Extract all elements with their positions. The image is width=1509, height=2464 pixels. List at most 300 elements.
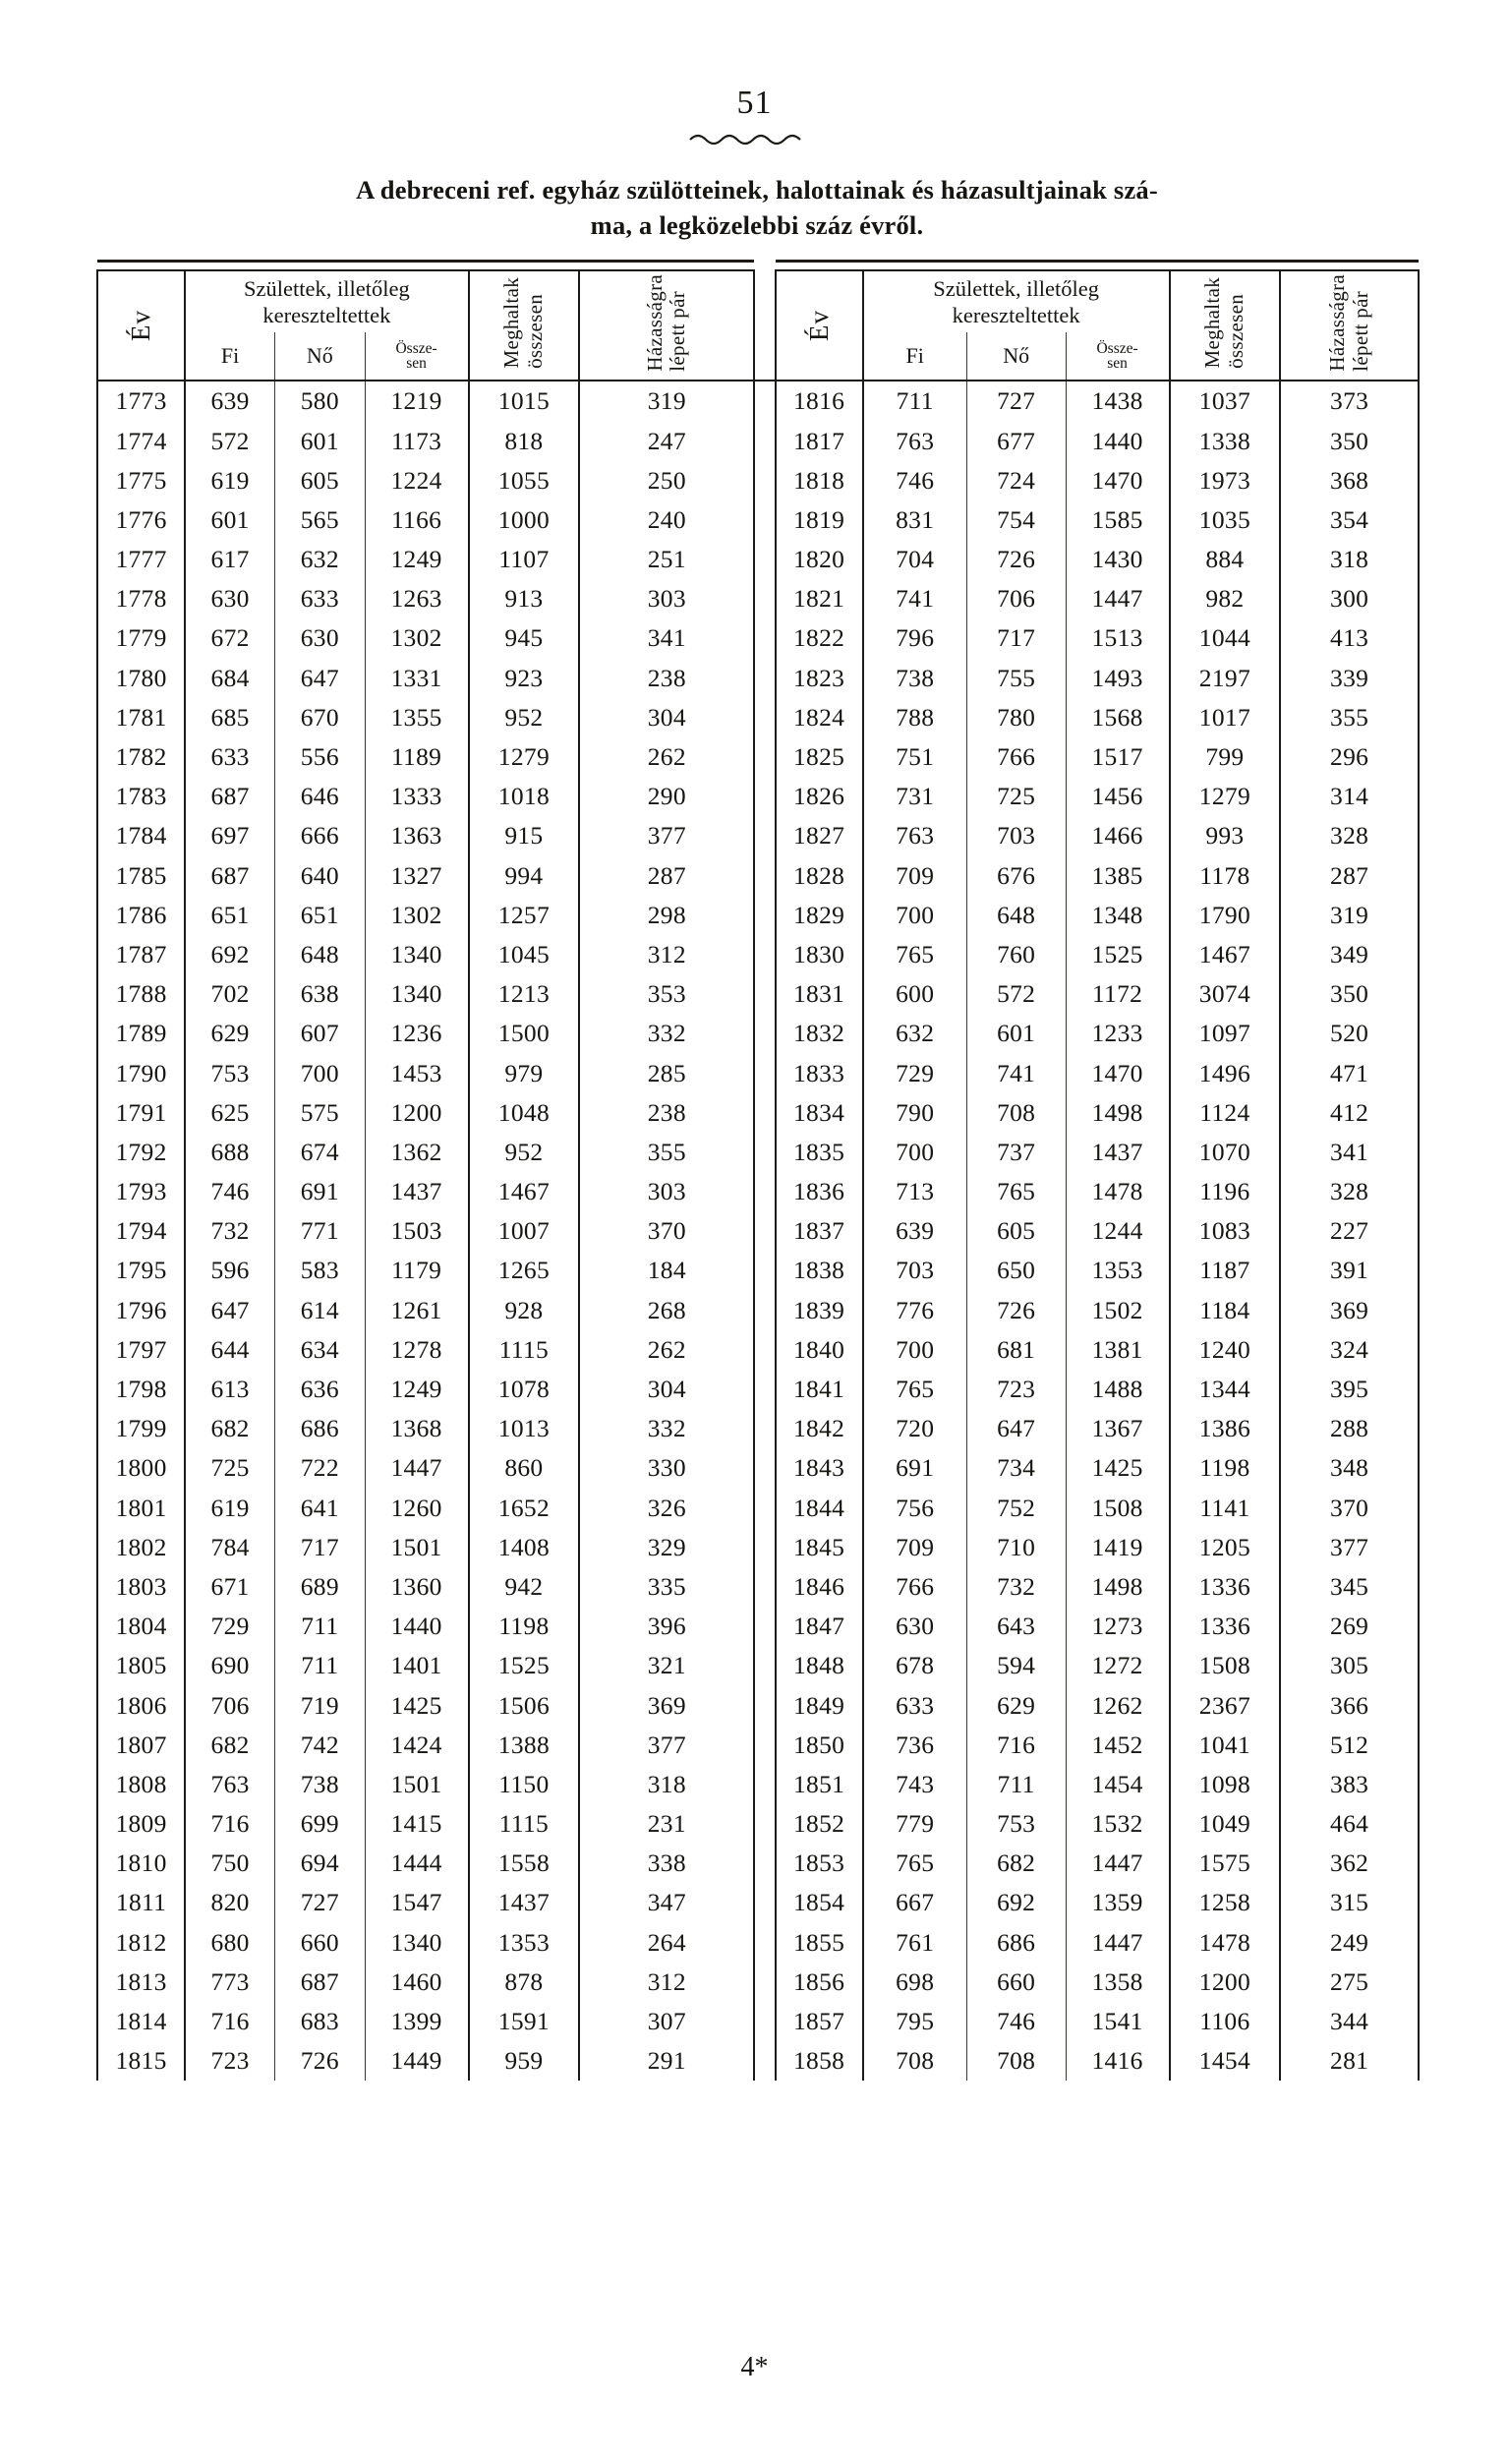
cell-right-year: 1836 [776,1172,863,1211]
row-gap [754,1685,775,1725]
table-row [97,1014,1419,1053]
cell-left-meg: 952 [469,698,580,737]
table-row [97,1133,1419,1172]
cell-right-haz: 300 [1280,579,1419,618]
cell-right-no: 723 [966,1370,1066,1409]
cell-right-meg: 1097 [1170,1014,1281,1053]
cell-left-haz: 304 [579,698,754,737]
cell-left-year: 1781 [97,698,185,737]
cell-left-fi: 617 [185,540,274,579]
cell-right-fi: 765 [863,1844,967,1883]
row-gap [754,895,775,934]
cell-right-ossz: 1508 [1066,1488,1170,1527]
cell-right-fi: 667 [863,1883,967,1922]
cell-right-meg: 1035 [1170,500,1281,540]
cell-right-meg: 993 [1170,816,1281,855]
cell-left-year: 1806 [97,1685,185,1725]
cell-right-year: 1847 [776,1607,863,1646]
table-row [97,777,1419,816]
cell-left-no: 583 [275,1251,365,1290]
cell-left-year: 1788 [97,974,185,1014]
cell-right-fi: 709 [863,855,967,895]
cell-left-meg: 1353 [469,1922,580,1962]
cell-right-meg: 1017 [1170,698,1281,737]
cell-right-no: 711 [966,1765,1066,1804]
cell-left-meg: 959 [469,2041,580,2081]
header-deaths-right [1170,270,1281,381]
cell-left-fi: 672 [185,618,274,658]
cell-left-fi: 572 [185,421,274,460]
cell-left-meg: 1279 [469,737,580,777]
cell-left-fi: 732 [185,1211,274,1251]
cell-right-ossz: 1348 [1066,895,1170,934]
row-gap [754,698,775,737]
row-gap [754,1290,775,1329]
row-gap [754,460,775,499]
cell-right-fi: 729 [863,1053,967,1092]
cell-left-year: 1785 [97,855,185,895]
cell-left-haz: 377 [579,1725,754,1764]
header-gap [754,262,775,271]
cell-right-meg: 1508 [1170,1646,1281,1685]
cell-right-ossz: 1488 [1066,1370,1170,1409]
cell-left-haz: 312 [579,935,754,974]
cell-right-fi: 763 [863,421,967,460]
cell-left-no: 575 [275,1092,365,1132]
cell-right-meg: 1338 [1170,421,1281,460]
cell-right-meg: 1336 [1170,1607,1281,1646]
cell-left-ossz: 1263 [365,579,469,618]
cell-left-fi: 716 [185,2002,274,2041]
row-gap [754,1053,775,1092]
cell-left-meg: 1107 [469,540,580,579]
table-row [97,1527,1419,1566]
cell-left-fi: 692 [185,935,274,974]
cell-right-no: 752 [966,1488,1066,1527]
header-year-left: Év [97,270,185,381]
cell-right-ossz: 1440 [1066,421,1170,460]
cell-left-year: 1800 [97,1448,185,1488]
cell-right-haz: 249 [1280,1922,1419,1962]
cell-right-meg: 3074 [1170,974,1281,1014]
cell-right-no: 727 [966,381,1066,421]
cell-right-haz: 413 [1280,618,1419,658]
cell-left-ossz: 1415 [365,1804,469,1844]
cell-left-fi: 773 [185,1963,274,2002]
cell-right-no: 734 [966,1448,1066,1488]
cell-right-haz: 314 [1280,777,1419,816]
cell-left-no: 580 [275,381,365,421]
cell-right-ossz: 1478 [1066,1172,1170,1211]
cell-right-year: 1852 [776,1804,863,1844]
cell-right-ossz: 1513 [1066,618,1170,658]
table-row [97,698,1419,737]
cell-right-no: 647 [966,1409,1066,1448]
cell-left-ossz: 1425 [365,1685,469,1725]
cell-right-no: 648 [966,895,1066,934]
cell-right-ossz: 1517 [1066,737,1170,777]
header-marriages-line1: Házasságra [642,273,667,372]
cell-right-ossz: 1493 [1066,658,1170,697]
cell-right-fi: 711 [863,381,967,421]
table-row [97,500,1419,540]
cell-left-no: 648 [275,935,365,974]
cell-right-ossz: 1416 [1066,2041,1170,2081]
cell-left-haz: 250 [579,460,754,499]
row-gap [754,540,775,579]
cell-right-haz: 287 [1280,855,1419,895]
row-gap [754,500,775,540]
cell-right-haz: 288 [1280,1409,1419,1448]
cell-right-haz: 370 [1280,1488,1419,1527]
row-gap [754,2041,775,2081]
cell-right-year: 1845 [776,1527,863,1566]
cell-right-haz: 350 [1280,421,1419,460]
cell-right-year: 1834 [776,1092,863,1132]
cell-left-fi: 690 [185,1646,274,1685]
cell-right-fi: 713 [863,1172,967,1211]
cell-right-ossz: 1585 [1066,500,1170,540]
cell-right-ossz: 1502 [1066,1290,1170,1329]
cell-left-year: 1777 [97,540,185,579]
cell-right-haz: 412 [1280,1092,1419,1132]
cell-left-fi: 651 [185,895,274,934]
cell-left-year: 1802 [97,1527,185,1566]
cell-right-no: 765 [966,1172,1066,1211]
cell-right-year: 1853 [776,1844,863,1883]
cell-right-no: 737 [966,1133,1066,1172]
cell-right-fi: 720 [863,1409,967,1448]
cell-left-fi: 684 [185,658,274,697]
cell-left-ossz: 1224 [365,460,469,499]
cell-right-year: 1851 [776,1765,863,1804]
cell-right-haz: 344 [1280,2002,1419,2041]
cell-right-ossz: 1568 [1066,698,1170,737]
table-row [97,1922,1419,1962]
table-row [97,1844,1419,1883]
cell-left-fi: 725 [185,1448,274,1488]
table-row [97,460,1419,499]
row-gap [754,1725,775,1764]
cell-right-fi: 639 [863,1211,967,1251]
cell-left-fi: 688 [185,1133,274,1172]
header-born-group-right [863,270,1170,332]
cell-left-meg: 923 [469,658,580,697]
cell-right-ossz: 1273 [1066,1607,1170,1646]
cell-left-fi: 644 [185,1330,274,1370]
cell-left-ossz: 1219 [365,381,469,421]
cell-left-meg: 1078 [469,1370,580,1409]
cell-right-no: 703 [966,816,1066,855]
cell-right-haz: 275 [1280,1963,1419,2002]
cell-right-ossz: 1359 [1066,1883,1170,1922]
cell-right-haz: 348 [1280,1448,1419,1488]
cell-left-no: 636 [275,1370,365,1409]
cell-right-year: 1833 [776,1053,863,1092]
cell-right-year: 1837 [776,1211,863,1251]
page-footnote: 4* [740,2352,769,2382]
cell-left-fi: 629 [185,1014,274,1053]
cell-left-fi: 625 [185,1092,274,1132]
table-row [97,816,1419,855]
cell-left-fi: 630 [185,579,274,618]
cell-right-fi: 790 [863,1092,967,1132]
cell-left-no: 646 [275,777,365,816]
decorative-wave-rule [688,130,816,146]
cell-left-ossz: 1340 [365,1922,469,1962]
page-title [103,173,1411,243]
cell-right-no: 643 [966,1607,1066,1646]
cell-right-year: 1856 [776,1963,863,2002]
cell-left-fi: 682 [185,1409,274,1448]
cell-left-haz: 262 [579,1330,754,1370]
cell-left-year: 1809 [97,1804,185,1844]
cell-left-ossz: 1333 [365,777,469,816]
cell-left-meg: 860 [469,1448,580,1488]
cell-right-no: 601 [966,1014,1066,1053]
cell-left-ossz: 1449 [365,2041,469,2081]
cell-right-meg: 1037 [1170,381,1281,421]
cell-right-fi: 765 [863,935,967,974]
cell-right-haz: 339 [1280,658,1419,697]
cell-left-meg: 915 [469,816,580,855]
cell-right-fi: 700 [863,1133,967,1172]
cell-right-meg: 1240 [1170,1330,1281,1370]
cell-right-no: 732 [966,1567,1066,1607]
header-born-line1: Születtek, illetőleg [244,276,410,301]
cell-right-meg: 1386 [1170,1409,1281,1448]
row-gap [754,1488,775,1527]
cell-left-no: 727 [275,1883,365,1922]
rule-left [97,262,754,271]
cell-left-no: 689 [275,1567,365,1607]
cell-right-year: 1842 [776,1409,863,1448]
cell-left-haz: 247 [579,421,754,460]
cell-left-haz: 303 [579,579,754,618]
header-marriages-line1-right: Házasságra [1325,273,1350,372]
cell-left-ossz: 1340 [365,974,469,1014]
cell-right-fi: 756 [863,1488,967,1527]
cell-left-no: 687 [275,1963,365,2002]
cell-right-year: 1848 [776,1646,863,1685]
table-row [97,1765,1419,1804]
cell-left-no: 686 [275,1409,365,1448]
cell-left-ossz: 1249 [365,1370,469,1409]
cell-left-meg: 1213 [469,974,580,1014]
cell-left-meg: 1437 [469,1883,580,1922]
cell-right-meg: 1187 [1170,1251,1281,1290]
cell-left-year: 1795 [97,1251,185,1290]
cell-right-fi: 731 [863,777,967,816]
header-born-group-left [185,270,468,332]
row-gap [754,2002,775,2041]
cell-right-haz: 350 [1280,974,1419,1014]
cell-left-year: 1784 [97,816,185,855]
header-born-line2-right: kereszteltettek [952,303,1080,327]
cell-right-year: 1826 [776,777,863,816]
cell-left-fi: 687 [185,855,274,895]
cell-right-fi: 743 [863,1765,967,1804]
cell-left-year: 1801 [97,1488,185,1527]
cell-left-ossz: 1501 [365,1527,469,1566]
cell-right-meg: 1049 [1170,1804,1281,1844]
cell-left-haz: 370 [579,1211,754,1251]
cell-right-year: 1832 [776,1014,863,1053]
cell-left-haz: 290 [579,777,754,816]
table-header [97,262,1419,381]
cell-left-haz: 335 [579,1567,754,1607]
cell-left-ossz: 1360 [365,1567,469,1607]
cell-left-fi: 750 [185,1844,274,1883]
cell-left-year: 1797 [97,1330,185,1370]
cell-left-ossz: 1460 [365,1963,469,2002]
cell-left-no: 711 [275,1607,365,1646]
cell-right-meg: 1098 [1170,1765,1281,1804]
table-row [97,895,1419,934]
header-marriages-left [579,270,754,381]
cell-left-year: 1786 [97,895,185,934]
cell-right-ossz: 1456 [1066,777,1170,816]
cell-left-ossz: 1368 [365,1409,469,1448]
header-year-right: Év [776,270,863,381]
cell-left-ossz: 1355 [365,698,469,737]
cell-left-no: 630 [275,618,365,658]
cell-left-year: 1787 [97,935,185,974]
cell-right-no: 676 [966,855,1066,895]
cell-left-haz: 238 [579,1092,754,1132]
cell-right-haz: 349 [1280,935,1419,974]
cell-right-year: 1825 [776,737,863,777]
row-gap [754,1883,775,1922]
cell-right-fi: 600 [863,974,967,1014]
cell-left-haz: 307 [579,2002,754,2041]
cell-right-haz: 373 [1280,381,1419,421]
table-row [97,1211,1419,1251]
cell-left-meg: 1115 [469,1804,580,1844]
cell-right-haz: 377 [1280,1527,1419,1566]
cell-right-ossz: 1447 [1066,579,1170,618]
cell-right-fi: 796 [863,618,967,658]
cell-left-year: 1811 [97,1883,185,1922]
cell-left-no: 691 [275,1172,365,1211]
cell-left-no: 614 [275,1290,365,1329]
cell-left-no: 738 [275,1765,365,1804]
cell-right-year: 1819 [776,500,863,540]
table-row [97,1607,1419,1646]
cell-right-ossz: 1262 [1066,1685,1170,1725]
cell-left-haz: 231 [579,1804,754,1844]
cell-right-ossz: 1381 [1066,1330,1170,1370]
cell-left-ossz: 1363 [365,816,469,855]
cell-left-ossz: 1424 [365,1725,469,1764]
cell-right-haz: 464 [1280,1804,1419,1844]
table-row [97,1251,1419,1290]
cell-left-fi: 706 [185,1685,274,1725]
cell-left-fi: 596 [185,1251,274,1290]
cell-right-year: 1828 [776,855,863,895]
table-row [97,1370,1419,1409]
row-gap [754,1646,775,1685]
cell-left-ossz: 1261 [365,1290,469,1329]
cell-left-ossz: 1179 [365,1251,469,1290]
cell-left-no: 700 [275,1053,365,1092]
cell-left-meg: 928 [469,1290,580,1329]
cell-left-year: 1796 [97,1290,185,1329]
cell-right-ossz: 1438 [1066,381,1170,421]
cell-left-fi: 685 [185,698,274,737]
cell-left-no: 640 [275,855,365,895]
cell-left-year: 1808 [97,1765,185,1804]
cell-right-meg: 799 [1170,737,1281,777]
cell-left-ossz: 1200 [365,1092,469,1132]
row-gap [754,935,775,974]
cell-left-no: 722 [275,1448,365,1488]
cell-right-year: 1827 [776,816,863,855]
cell-right-ossz: 1447 [1066,1844,1170,1883]
row-gap [754,1765,775,1804]
cell-right-meg: 1575 [1170,1844,1281,1883]
cell-left-haz: 332 [579,1409,754,1448]
table-row [97,1567,1419,1607]
cell-right-ossz: 1470 [1066,1053,1170,1092]
cell-right-ossz: 1525 [1066,935,1170,974]
cell-right-fi: 795 [863,2002,967,2041]
cell-left-haz: 321 [579,1646,754,1685]
cell-right-meg: 1336 [1170,1567,1281,1607]
cell-right-meg: 884 [1170,540,1281,579]
cell-right-meg: 982 [1170,579,1281,618]
cell-right-fi: 766 [863,1567,967,1607]
cell-right-meg: 1279 [1170,777,1281,816]
cell-right-fi: 708 [863,2041,967,2081]
cell-right-haz: 345 [1280,1567,1419,1607]
cell-right-no: 650 [966,1251,1066,1290]
rule-right [776,262,1419,271]
cell-left-meg: 994 [469,855,580,895]
cell-left-ossz: 1399 [365,2002,469,2041]
cell-right-year: 1829 [776,895,863,934]
cell-right-haz: 395 [1280,1370,1419,1409]
cell-left-ossz: 1362 [365,1133,469,1172]
cell-left-meg: 1000 [469,500,580,540]
cell-right-ossz: 1532 [1066,1804,1170,1844]
cell-right-year: 1818 [776,460,863,499]
cell-left-meg: 1015 [469,381,580,421]
cell-left-year: 1779 [97,618,185,658]
cell-right-meg: 1184 [1170,1290,1281,1329]
row-gap [754,1133,775,1172]
cell-left-no: 605 [275,460,365,499]
cell-right-fi: 630 [863,1607,967,1646]
cell-left-fi: 680 [185,1922,274,1962]
cell-left-fi: 647 [185,1290,274,1329]
cell-left-fi: 633 [185,737,274,777]
cell-left-haz: 304 [579,1370,754,1409]
cell-right-fi: 779 [863,1804,967,1844]
cell-left-haz: 268 [579,1290,754,1329]
cell-right-year: 1831 [776,974,863,1014]
cell-right-haz: 318 [1280,540,1419,579]
cell-left-year: 1814 [97,2002,185,2041]
header-deaths-line1-right: Meghaltak [1200,276,1225,369]
cell-left-meg: 1467 [469,1172,580,1211]
cell-right-meg: 1467 [1170,935,1281,974]
cell-right-fi: 738 [863,658,967,697]
cell-right-ossz: 1172 [1066,974,1170,1014]
cell-left-meg: 1198 [469,1607,580,1646]
cell-right-haz: 368 [1280,460,1419,499]
cell-left-year: 1789 [97,1014,185,1053]
